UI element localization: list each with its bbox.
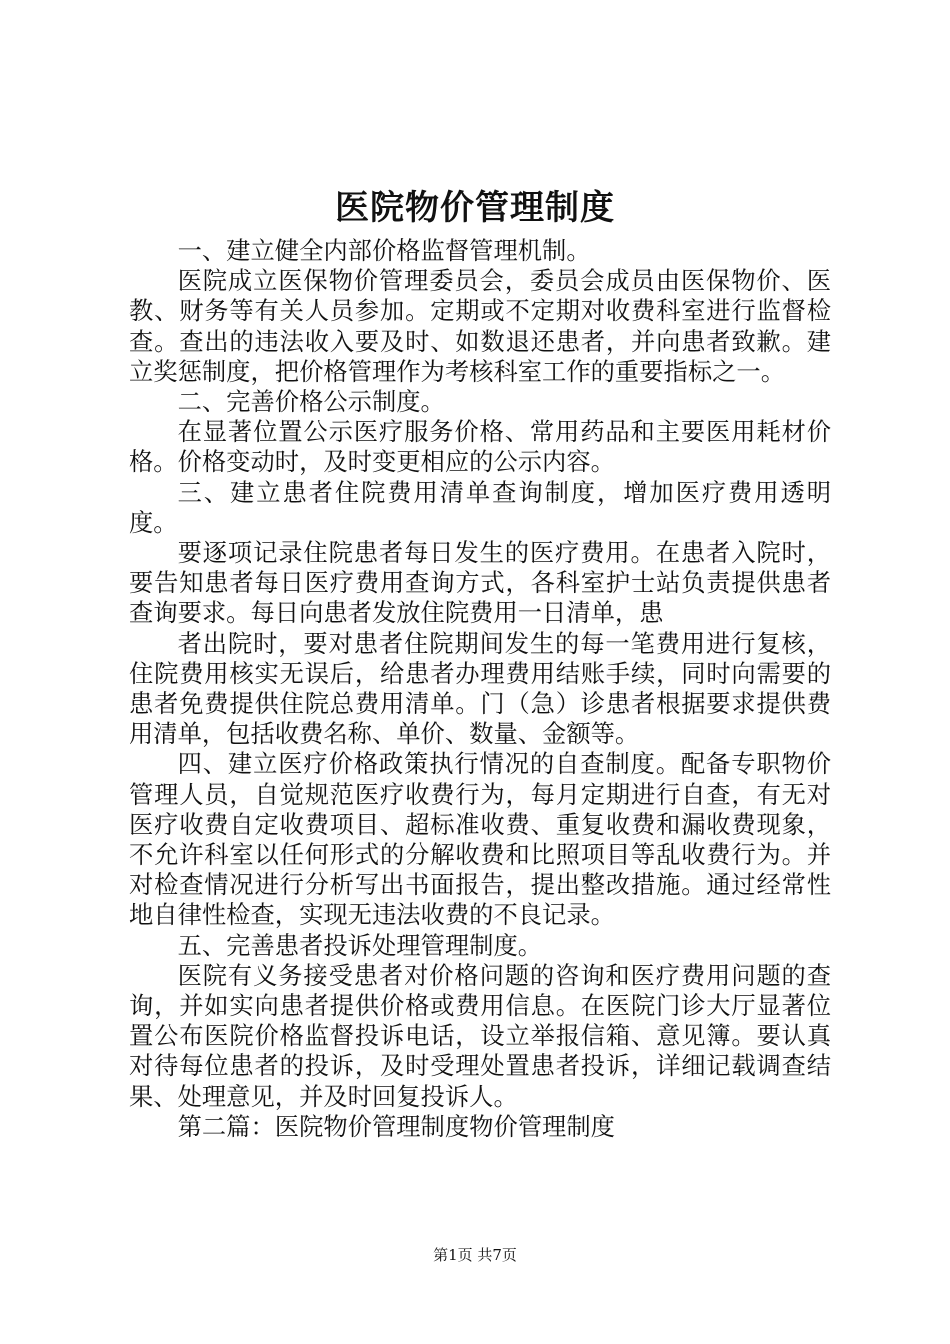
paragraph-section-5-heading: 五、完善患者投诉处理管理制度。 [177,930,543,960]
paragraph-section-2-heading: 二、完善价格公示制度。 [177,387,445,417]
paragraph-section-5-body: 医院有义务接受患者对价格问题的咨询和医疗费用问题的查询，并如实向患者提供价格或费用信息。在医院门诊大厅显著位置公布医院价格监督投诉电话，设立举报信箱、意见簿。要认真对待每位患者的投诉，及时受理处置患者投诉，详细记载调查结果、处理意见，并及时回复投诉人。 [129,960,831,1111]
paragraph-section-4: 四、建立医疗价格政策执行情况的自查制度。配备专职物价管理人员，自觉规范医疗收费行为，每月定期进行自查，有无对医疗收费自定收费项目、超标准收费、重复收费和漏收费现象，不允许科室以任何形式的分解收费和比照项目等乱收费行为。并对检查情况进行分析写出书面报告，提出整改措施。通过经常性地自律性检查，实现无违法收费的不良记录。 [129,749,831,930]
document-title: 医院物价管理制度 [335,188,615,228]
paragraph-section-1-body: 医院成立医保物价管理委员会，委员会成员由医保物价、医教、财务等有关人员参加。定期或不定期对收费科室进行监督检查。查出的违法收入要及时、如数退还患者，并向患者致歉。建立奖惩制度，把价格管理作为考核科室工作的重要指标之一。 [129,266,831,386]
paragraph-section-3-body-part-2: 者出院时，要对患者住院期间发生的每一笔费用进行复核，住院费用核实无误后，给患者办理费用结账手续，同时向需要的患者免费提供住院总费用清单。门（急）诊患者根据要求提供费用清单，包括收费名称、单价、数量、金额等。 [129,628,831,749]
document-body [129,236,831,1142]
page-number-footer: 第1页 共7页 [433,1246,517,1264]
paragraph-section-2-body: 在显著位置公示医疗服务价格、常用药品和主要医用耗材价格。价格变动时，及时变更相应的公示内容。 [129,417,831,477]
paragraph-section-3-body-part-1: 要逐项记录住院患者每日发生的医疗费用。在患者入院时，要告知患者每日医疗费用查询方式，各科室护士站负责提供患者查询要求。每日向患者发放住院费用一日清单，患 [129,538,831,628]
paragraph-section-3-heading: 三、建立患者住院费用清单查询制度，增加医疗费用透明度。 [129,477,831,537]
paragraph-section-1-heading: 一、建立健全内部价格监督管理机制。 [177,236,591,265]
paragraph-part-2-title: 第二篇：医院物价管理制度物价管理制度 [177,1111,615,1141]
